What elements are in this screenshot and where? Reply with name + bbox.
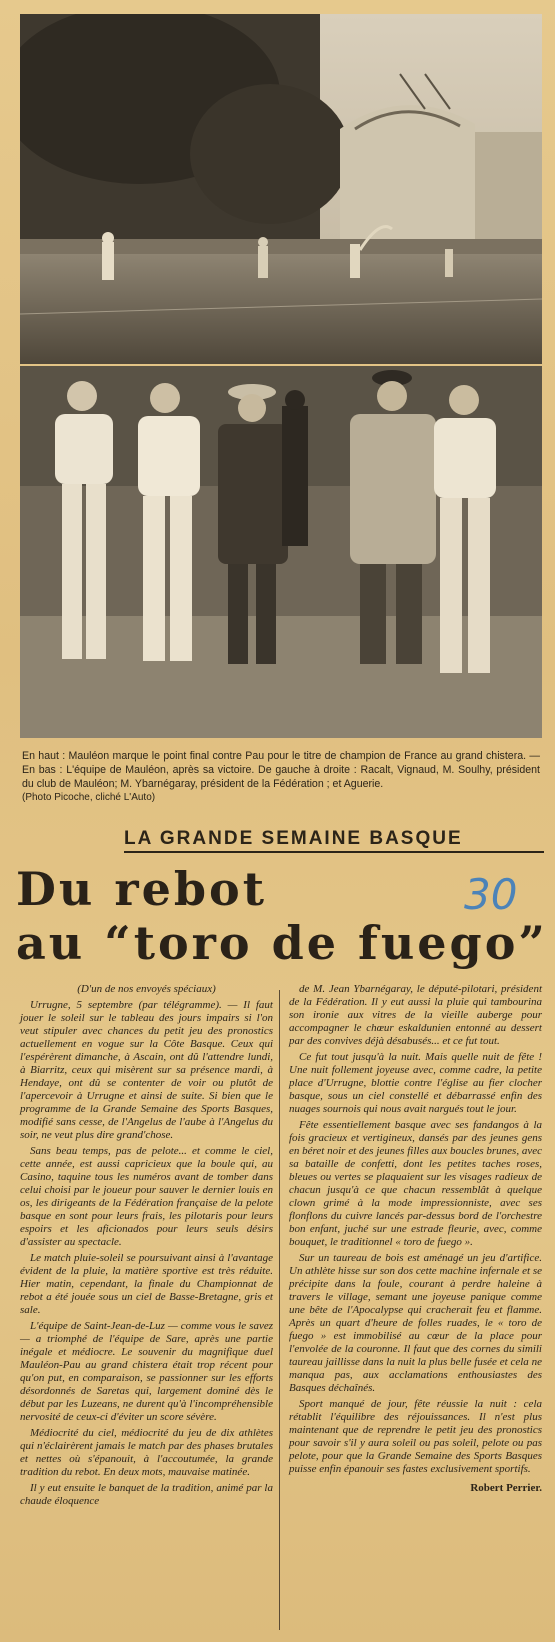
paragraph: de M. Jean Ybarnégaray, le député-pilotari, président de la Fédération. Il y eut aussi la pluie qui tambourina son ironie aux vitres de la vieille auberge pour accompagner le chœur eskaldunien entonné au dessert par des convives déjà désabusés... et ce fut tout. <box>289 983 542 1047</box>
paragraph: Il y eut ensuite le banquet de la tradition, animé par la chaude éloquence <box>20 1482 273 1507</box>
article-column-left <box>20 983 273 1511</box>
handwritten-annotation: 30 <box>464 870 518 919</box>
paragraph: Médiocrité du ciel, médiocrité du jeu de dix athlètes qui n'éclairèrent jamais le match par des phases brutales et nettes où s'épanouit, à l'accoutumée, la grande tradition du rebot. En deux mots, mauvaise matinée. <box>20 1427 273 1478</box>
paragraph: Urrugne, 5 septembre (par télégramme). — Il faut jouer le soleil sur le tableau des jours impairs si l'on veut stipuler avec chances du petit jeu des pronostics actuellement en vogue sur la Côte Basque. Ceux qui l'espérèrent dimanche, à Ascain, ont dû l'attendre lundi, à Biarritz, ceux qui misèrent sur sa présence mardi, à Hendaye, ont dû se contenter de voir ou plutôt de l'apercevoir à Urrugne et ainsi de suite. Si bien que le programme de la Grande Semaine des Sports Basques, modifié sans cesse, de l'Angelus de l'aube à l'Angelus du soir, ne veut plus dire grand'chose. <box>20 999 273 1141</box>
match-photo <box>20 14 542 364</box>
section-kicker: LA GRANDE SEMAINE BASQUE <box>124 828 544 853</box>
article-body <box>20 983 542 1633</box>
paragraph: Fête essentiellement basque avec ses fandangos à la fois gracieux et vertigineux, dansés par des jeunes gens en béret noir et des jeunes filles aux boucles brunes, avec sa bataille de confetti, dont les petites taches roses, bleues ou vertes se plaquaient sur les visages radieux de chacun jusqu'à ce que chacun ressemblât à quelque clown grimé à la mode impressionniste, avec ses flonflons du cuivre lancés par-dessus bord de l'orchestre bon enfant, juché sur une estrade fleurie, avec, comme bouquet, le traditionnel « toro de fuego ». <box>289 1119 542 1248</box>
paragraph: Sport manqué de jour, fête réussie la nuit : cela rétablit l'équilibre des réjouissances. Il n'est plus maintenant que de reprendre le petit jeu des pronostics pour savoir s'il y aura soleil ou pas soleil, pelote ou pas pelote, pour que la Grande Semaine des Sports Basques puisse enfin épanouir ses fastes exclusivement sportifs. <box>289 1398 542 1475</box>
author-signature: Robert Perrier. <box>470 1482 542 1494</box>
photo-caption <box>22 749 540 805</box>
article-byline: (D'un de nos envoyés spéciaux) <box>77 983 216 995</box>
paragraph: Sur un taureau de bois est aménagé un jeu d'artifice. Un athlète hisse sur son dos cette machine infernale et se précipite dans la foule, courant à perdre haleine à travers le village, semant une joyeuse panique comme une bête de l'Apocalypse qui cracherait feu et flamme. Après un quart d'heure de folles ruades, le « toro de fuego » est immobilisé au cœur de la place pour l'envolée de la couronne. Il faut que des cornes du simili taureau jaillisse dans la nuit la plus belle fusée et cela ne manqua pas, aux acclamations enthousiastes des Basques déchaînés. <box>289 1252 542 1394</box>
caption-text: En haut : Mauléon marque le point final contre Pau pour le titre de champion de France au grand chistera. — En bas : L'équipe de Mauléon, après sa victoire. De gauche à droite : Racalt, Vignaud, M. Soulhy, président du club de Mauléon; M. Ybarnégaray, président de la Fédération ; et Aguerie. <box>22 750 540 790</box>
paragraph: Sans beau temps, pas de pelote... et comme le ciel, cette année, est aussi capricieux que la boule qui, au Casino, taquine tous les numéros avant de tomber dans celui choisi par le joueur pour sauver le dernier louis en os, les dirigeants de la Fédération française de la pelote basque en sont pour leurs frais, les pilotaris pour leurs espoirs et les aficionados pour leurs seuls désirs d'assister au spectacle. <box>20 1145 273 1248</box>
paragraph: Ce fut tout jusqu'à la nuit. Mais quelle nuit de fête ! Une nuit follement joyeuse avec, comme cadre, la petite place d'Urrugne, blottie contre l'église au fier clocher basque, sous un ciel constellé et débarrassé enfin des nuages sournois qui nous avait nargués tout le jour. <box>289 1051 542 1115</box>
headline-line-2: au “toro de fuego” <box>16 916 548 970</box>
photo-credit: (Photo Picoche, cliché L'Auto) <box>22 792 156 803</box>
article-column-right <box>289 983 542 1495</box>
paragraph: Le match pluie-soleil se poursuivant ainsi à l'avantage évident de la pluie, la matière sportive est très réduite. Hier matin, cependant, la finale du Championnat de rebot a été jouée sous un ciel de Basse-Bretagne, gris et sale. <box>20 1252 273 1316</box>
fronton-scene-image <box>20 14 542 364</box>
headline-line-1: Du rebot <box>16 862 267 916</box>
team-group-image <box>20 366 542 738</box>
team-photo <box>20 366 542 738</box>
trophy-statue <box>282 390 308 546</box>
paragraph: L'équipe de Saint-Jean-de-Luz — comme vous le savez — a triomphé de l'équipe de Sare, après une partie inégale et médiocre. Le souvenir du magnifique duel Mauléon-Pau au grand chistera était trop récent pour qu'on put, en comparaison, se passionner sur les efforts désordonnés de Saretas qui, largement dominé dès le début par les Luzeans, ne durent qu'à l'incompréhensible nervosité de ceux-ci d'éviter un score sévère. <box>20 1320 273 1423</box>
